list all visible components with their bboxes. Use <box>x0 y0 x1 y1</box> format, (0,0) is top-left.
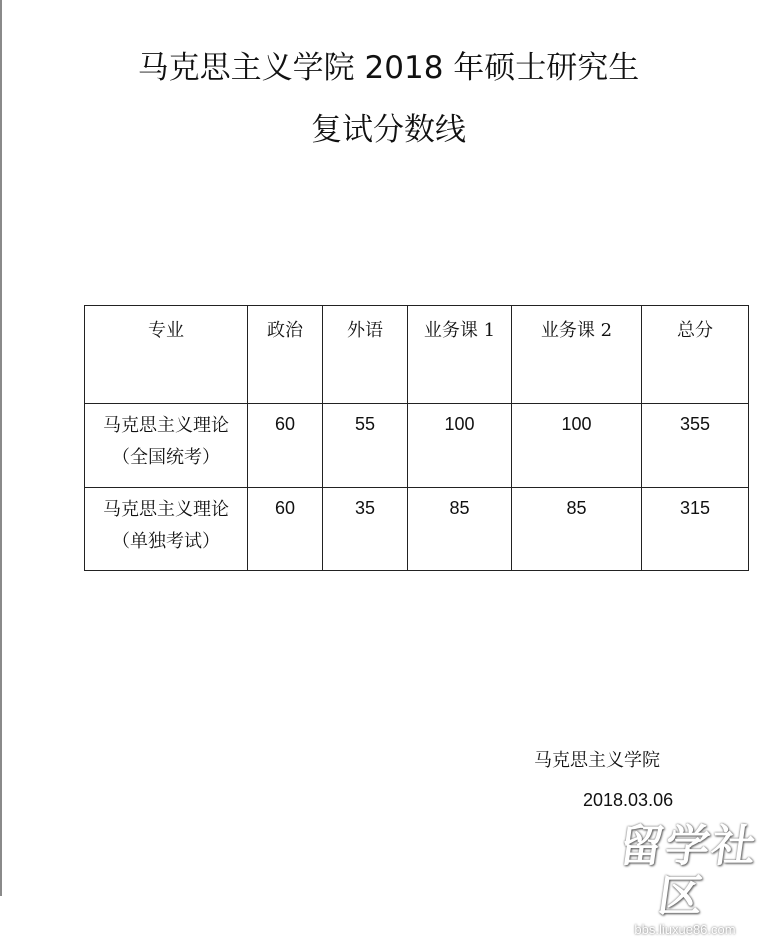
major-name: 马克思主义理论 <box>103 499 229 520</box>
table-header-row <box>85 306 749 404</box>
cell-total: 315 <box>642 488 749 571</box>
watermark-text: 留学社区 <box>616 821 762 922</box>
cell-course-2: 85 <box>512 488 642 571</box>
signature-date: 2018.03.06 <box>583 790 674 810</box>
header-foreign-language: 外语 <box>323 306 408 404</box>
score-table <box>84 305 749 571</box>
watermark-logo <box>600 821 770 937</box>
cell-course-2: 100 <box>512 404 642 488</box>
cell-politics: 60 <box>248 404 323 488</box>
header-course-2: 业务课 2 <box>512 306 642 404</box>
header-total: 总分 <box>642 306 749 404</box>
cell-course-1: 100 <box>408 404 512 488</box>
cell-foreign-language: 35 <box>323 488 408 571</box>
major-exam-type: （全国统考） <box>112 447 220 468</box>
cell-politics: 60 <box>248 488 323 571</box>
cell-major <box>85 404 248 488</box>
header-course-1: 业务课 1 <box>408 306 512 404</box>
major-exam-type: （单独考试） <box>112 531 220 552</box>
header-major: 专业 <box>85 306 248 404</box>
cell-total: 355 <box>642 404 749 488</box>
header-politics: 政治 <box>248 306 323 404</box>
signature-department: 马克思主义学院 <box>534 750 660 771</box>
document-subtitle: 复试分数线 <box>311 112 466 148</box>
cell-course-1: 85 <box>408 488 512 571</box>
document-title: 马克思主义学院 2018 年硕士研究生 <box>137 50 640 86</box>
cell-major <box>85 488 248 571</box>
major-name: 马克思主义理论 <box>103 415 229 436</box>
cell-foreign-language: 55 <box>323 404 408 488</box>
table-row <box>85 488 749 571</box>
watermark-url: bbs.liuxue86.com <box>634 922 736 937</box>
table-row <box>85 404 749 488</box>
